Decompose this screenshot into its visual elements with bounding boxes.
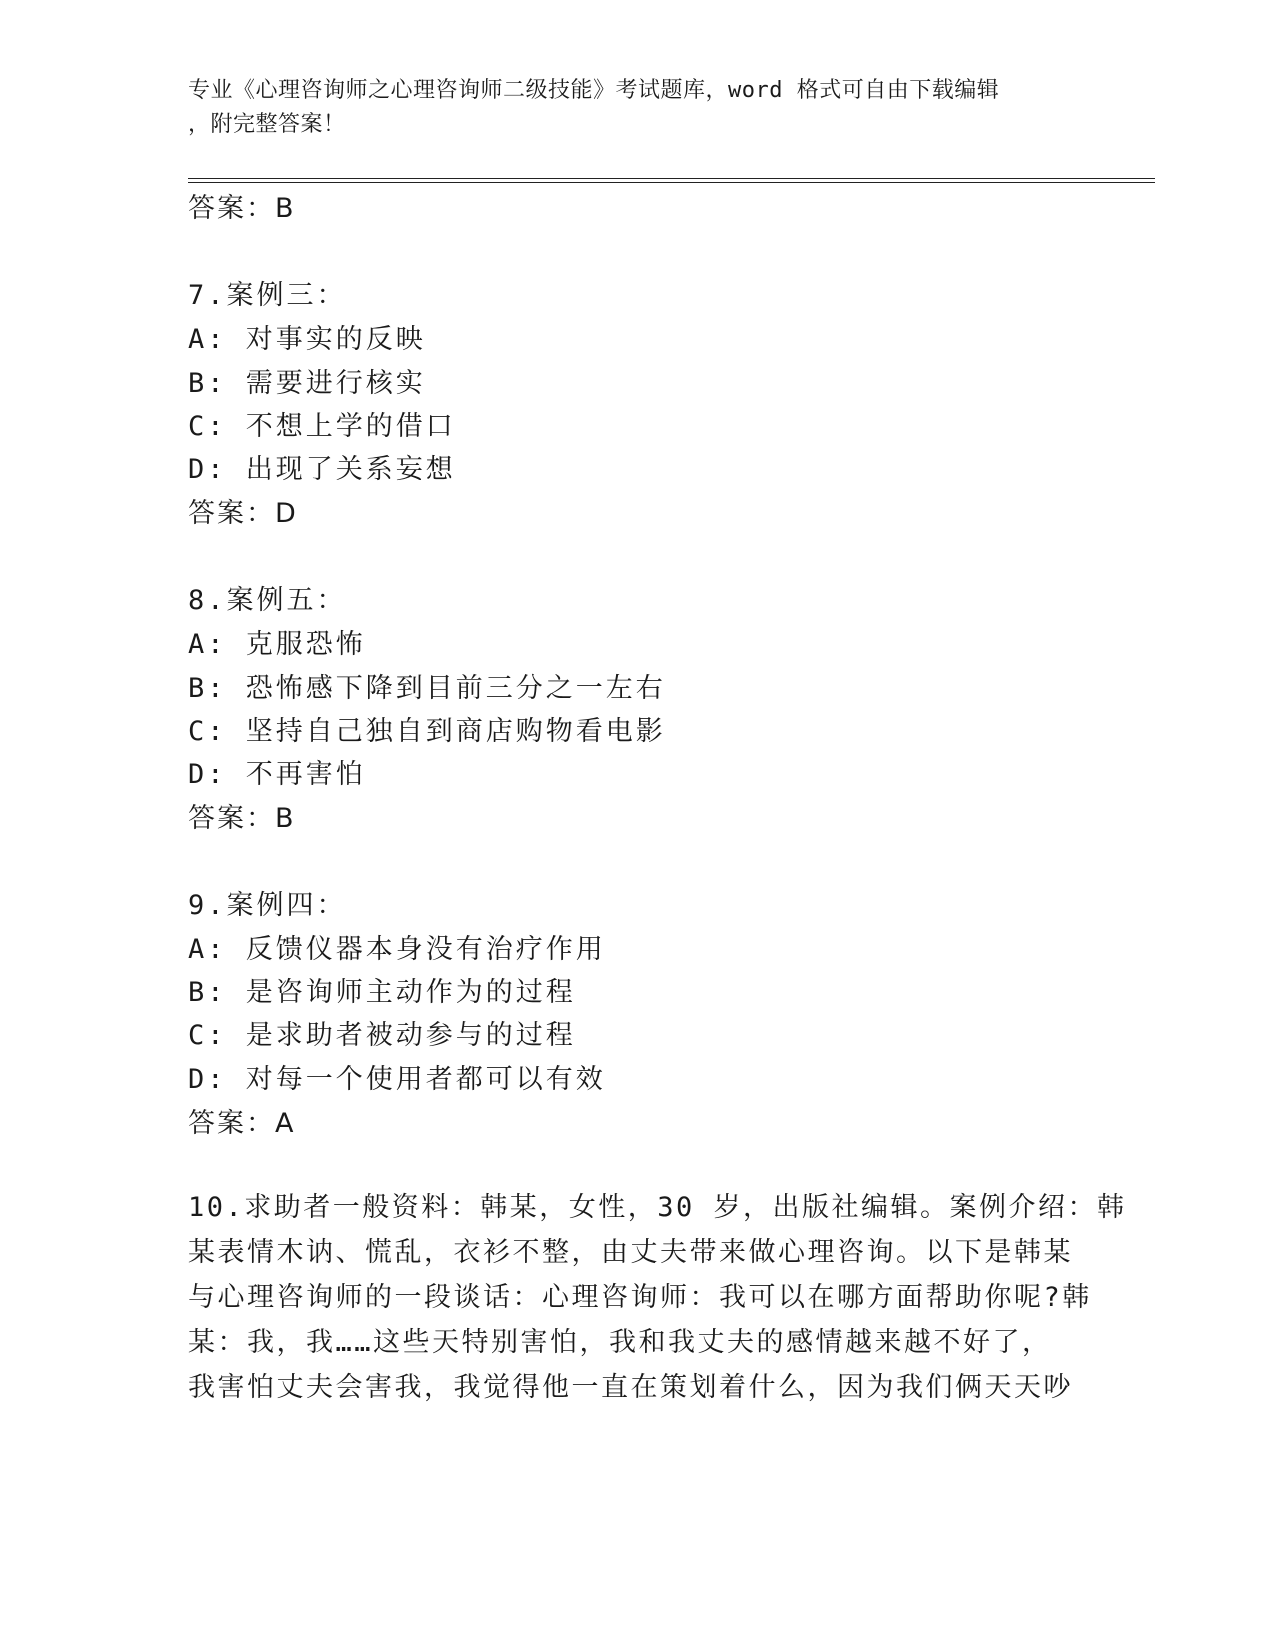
question-7-answer: 答案：D [188, 498, 298, 529]
question-9-option-d: D: 对每一个使用者都可以有效 [188, 1064, 606, 1095]
question-9-option-c: C: 是求助者被动参与的过程 [188, 1020, 576, 1051]
document-header [188, 74, 1088, 142]
question-7-option-b: B: 需要进行核实 [188, 368, 426, 399]
question-8-option-d: D: 不再害怕 [188, 759, 366, 790]
question-8-title: 8.案例五： [188, 585, 347, 616]
question-10-line-3: 与心理咨询师的一段谈话：心理咨询师：我可以在哪方面帮助你呢?韩 [188, 1282, 1092, 1313]
question-7-option-d: D: 出现了关系妄想 [188, 454, 456, 485]
question-7-option-c: C: 不想上学的借口 [188, 411, 456, 442]
question-10-line-5: 我害怕丈夫会害我，我觉得他一直在策划着什么，因为我们俩天天吵 [188, 1372, 1073, 1403]
header-line-1: 专业《心理咨询师之心理咨询师二级技能》考试题库，word 格式可自由下载编辑 [188, 78, 1000, 103]
question-9-title: 9.案例四： [188, 890, 347, 921]
question-9-option-a: A: 反馈仪器本身没有治疗作用 [188, 934, 606, 965]
question-10-line-1: 10.求助者一般资料：韩某，女性，30 岁，出版社编辑。案例介绍：韩 [188, 1192, 1127, 1223]
header-line-2: ，附完整答案！ [188, 112, 346, 137]
question-9-answer: 答案：A [188, 1108, 296, 1139]
answer-prev: 答案：B [188, 193, 296, 224]
question-7-title: 7.案例三： [188, 280, 347, 311]
question-8-answer: 答案：B [188, 803, 296, 834]
header-divider [188, 178, 1155, 183]
question-10-line-4: 某：我，我……这些天特别害怕，我和我丈夫的感情越来越不好了， [188, 1327, 1052, 1358]
question-7-option-a: A: 对事实的反映 [188, 324, 426, 355]
question-8-option-c: C: 坚持自己独自到商店购物看电影 [188, 716, 666, 747]
question-10-line-2: 某表情木讷、慌乱，衣衫不整，由丈夫带来做心理咨询。以下是韩某 [188, 1237, 1073, 1268]
question-8-option-b: B: 恐怖感下降到目前三分之一左右 [188, 673, 666, 704]
question-10-text [188, 1185, 1127, 1410]
question-8-option-a: A: 克服恐怖 [188, 629, 366, 660]
question-9-option-b: B: 是咨询师主动作为的过程 [188, 977, 576, 1008]
